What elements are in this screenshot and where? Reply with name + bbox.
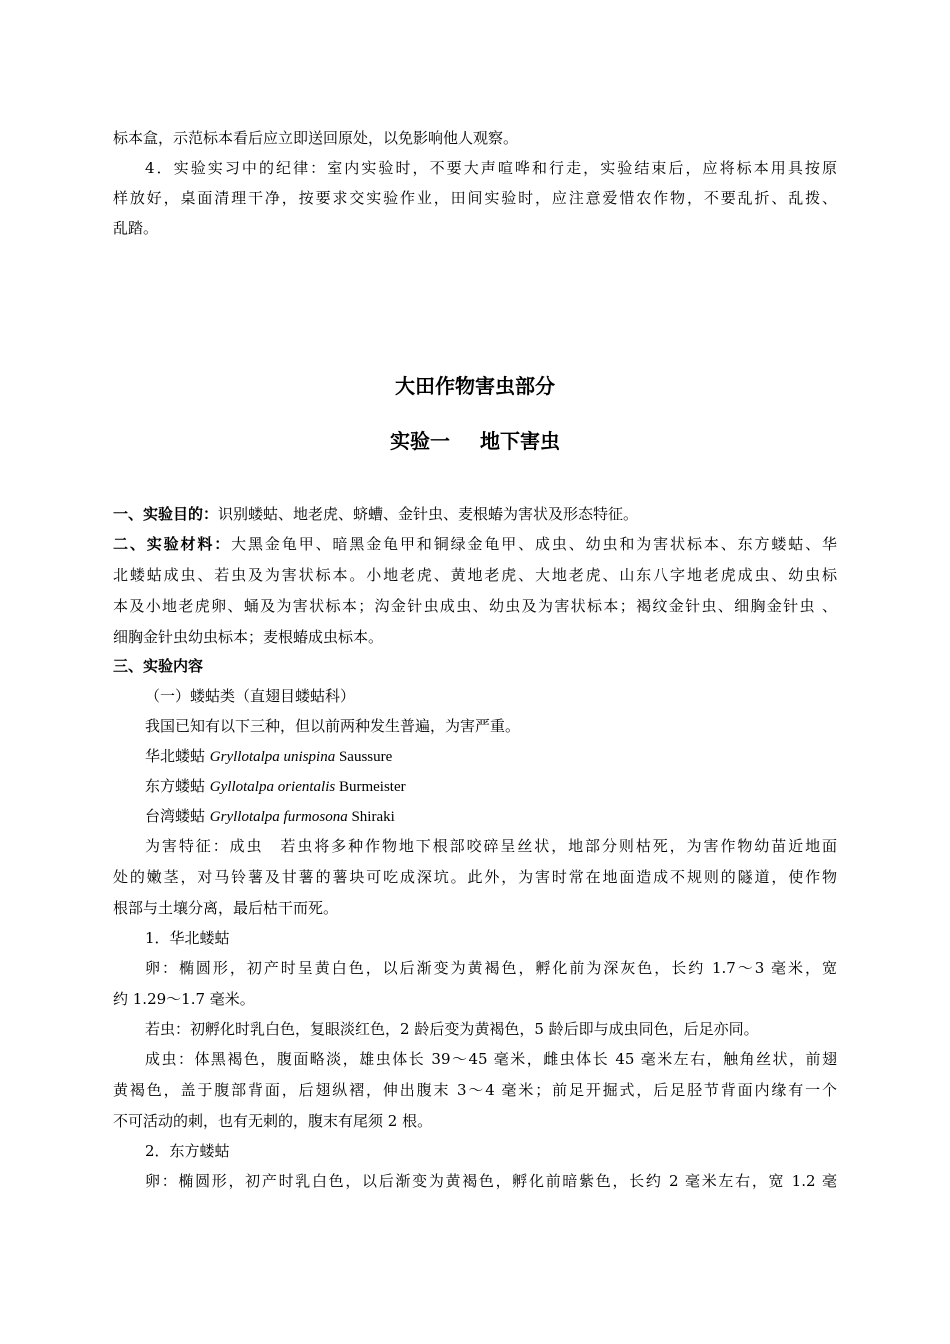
materials-label: 二、实验材料： bbox=[113, 535, 232, 553]
experiment-name: 地下害虫 bbox=[480, 429, 560, 453]
paragraph-line: 成虫：体黑褐色，腹面略淡，雄虫体长 39～45 毫米，雌虫体长 45 毫米左右，触角丝状，前翅 bbox=[145, 1050, 837, 1068]
species-cn: 华北蝼蛄 bbox=[145, 747, 210, 765]
materials-text: 大黑金龟甲、暗黑金龟甲和铜绿金龟甲、成虫、幼虫和为害状标本、东方蝼蛄、华 bbox=[231, 535, 837, 553]
paragraph-line: 样放好，桌面清理干净，按要求交实验作业，田间实验时，应注意爱惜农作物，不要乱折、乱拨、 bbox=[113, 189, 837, 207]
species-latin: Gryllotalpa unispina bbox=[209, 749, 336, 765]
species-author: Shiraki bbox=[347, 809, 395, 825]
species-line bbox=[113, 771, 837, 801]
paragraph-line: 约 1.29～1.7 毫米。 bbox=[113, 990, 255, 1008]
subsection-heading: （一）蝼蛄类（直翅目蝼蛄科） bbox=[145, 687, 356, 705]
paragraph-line: 为害特征：成虫 若虫将多种作物地下根部咬碎呈丝状，地部分则枯死，为害作物幼苗近地面 bbox=[145, 837, 837, 855]
species-line bbox=[113, 801, 837, 831]
paragraph-line: 不可活动的刺，也有无刺的，腹末有尾须 2 根。 bbox=[113, 1112, 433, 1130]
paragraph-line: 标本盒，示范标本看后应立即送回原处，以免影响他人观察。 bbox=[113, 129, 519, 147]
paragraph-line: 卵：椭圆形，初产时乳白色，以后渐变为黄褐色，孵化前暗紫色，长约 2 毫米左右，宽 1.2 毫 bbox=[145, 1172, 837, 1190]
species-heading: 2．东方蝼蛄 bbox=[145, 1142, 230, 1160]
paragraph-line: 本及小地老虎卵、蛹及为害状标本；沟金针虫成虫、幼虫及为害状标本；褐纹金针虫、细胸金针虫 、 bbox=[113, 597, 837, 615]
experiment-title bbox=[113, 425, 837, 457]
paragraph-line: 处的嫩茎，对马铃薯及甘薯的薯块可吃成深坑。此外，为害时常在地面造成不规则的隧道，使作物 bbox=[113, 868, 837, 886]
paragraph-line: 细胸金针虫幼虫标本；麦根蝽成虫标本。 bbox=[113, 628, 384, 646]
species-line bbox=[113, 741, 837, 771]
species-latin: Gyllotalpa orientalis bbox=[209, 779, 336, 795]
purpose-text: 识别蝼蛄、地老虎、蛴螬、金针虫、麦根蝽为害状及形态特征。 bbox=[218, 505, 639, 523]
species-cn: 东方蝼蛄 bbox=[145, 777, 210, 795]
paragraph-line: 黄褐色，盖于腹部背面，后翅纵褶，伸出腹末 3～4 毫米；前足开掘式，后足胫节背面内缘有一个 bbox=[113, 1081, 837, 1099]
species-latin: Gryllotalpa furmosona bbox=[209, 809, 348, 825]
species-cn: 台湾蝼蛄 bbox=[145, 807, 210, 825]
species-author: Saussure bbox=[335, 749, 393, 765]
experiment-number: 实验一 bbox=[390, 429, 450, 453]
purpose-line bbox=[113, 499, 837, 529]
species-heading: 1．华北蝼蛄 bbox=[145, 929, 230, 947]
content-heading: 三、实验内容 bbox=[113, 657, 204, 675]
paragraph-line: 根部与土壤分离，最后枯干而死。 bbox=[113, 899, 339, 917]
purpose-label: 一、实验目的： bbox=[113, 505, 219, 523]
part-title: 大田作物害虫部分 bbox=[395, 374, 555, 398]
paragraph-line: 卵：椭圆形，初产时呈黄白色，以后渐变为黄褐色，孵化前为深灰色，长约 1.7～3 毫米，宽 bbox=[145, 959, 837, 977]
species-author: Burmeister bbox=[335, 779, 406, 795]
materials-line bbox=[113, 529, 837, 559]
paragraph-line: 北蝼蛄成虫、若虫及为害状标本。小地老虎、黄地老虎、大地老虎、山东八字地老虎成虫、幼虫标 bbox=[113, 566, 837, 584]
paragraph-line: 我国已知有以下三种，但以前两种发生普遍，为害严重。 bbox=[145, 717, 521, 735]
paragraph-line: 4．实验实习中的纪律：室内实验时，不要大声喧哗和行走，实验结束后，应将标本用具按原 bbox=[145, 159, 837, 177]
paragraph-line: 若虫：初孵化时乳白色，复眼淡红色，2 龄后变为黄褐色，5 龄后即与成虫同色，后足亦同。 bbox=[145, 1020, 759, 1038]
paragraph-line: 乱踏。 bbox=[113, 219, 159, 237]
